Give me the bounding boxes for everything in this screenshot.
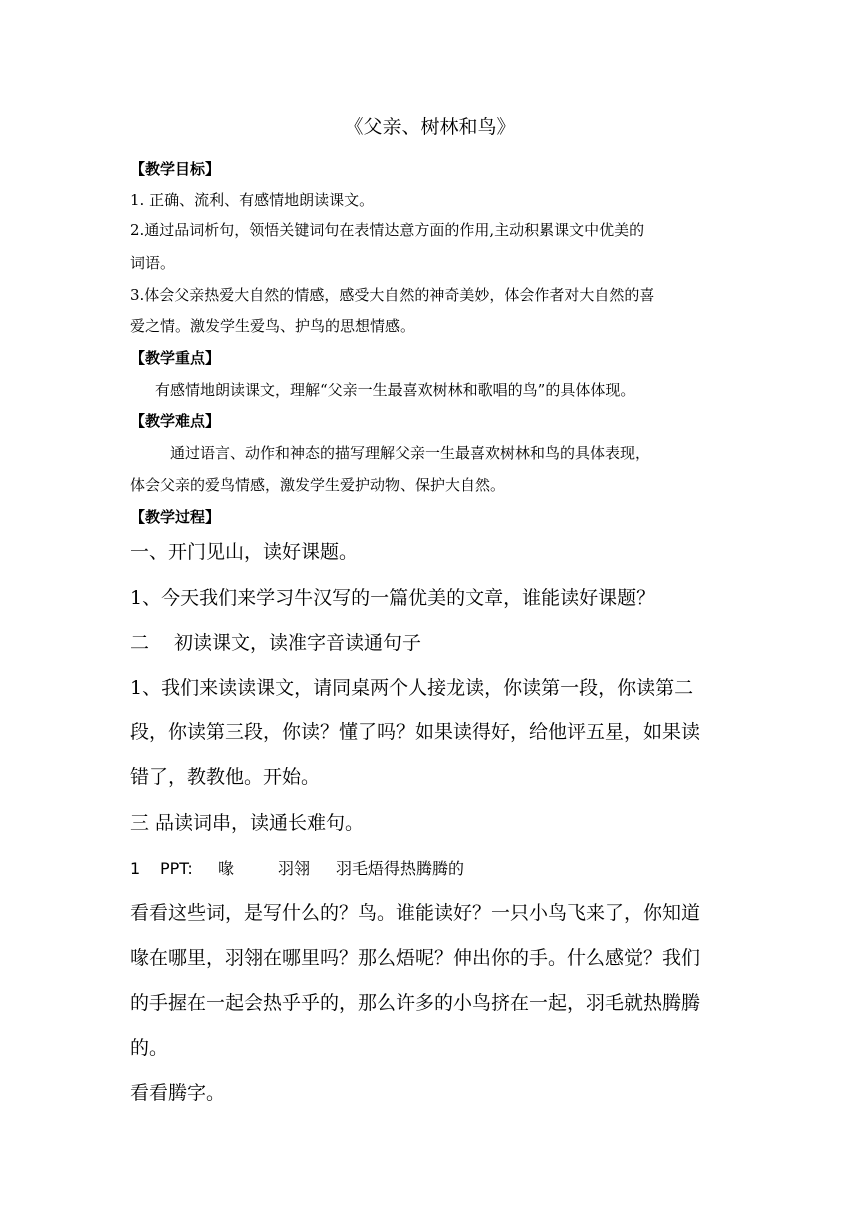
- step3-line: 看看这些词，是写什么的？鸟。谁能读好？一只小鸟飞来了，你知道: [130, 902, 701, 924]
- difficulty-line: 体会父亲的爱鸟情感，激发学生爱护动物、保护大自然。: [130, 476, 506, 494]
- goal-line: 1. 正确、流利、有感情地朗读课文。: [130, 191, 375, 209]
- step2-title: 二 初读课文，读准字音读通句子: [130, 632, 422, 654]
- ppt-label: PPT:: [160, 859, 193, 878]
- focus-heading: 【教学重点】: [130, 349, 221, 367]
- step3-line: 的。: [130, 1037, 169, 1059]
- focus-text: 有感情地朗读课文，理解“父亲一生最喜欢树林和歌唱的鸟”的具体体现。: [155, 381, 636, 399]
- ppt-word-list: [130, 861, 730, 877]
- document-title: 《父亲、树林和鸟》: [344, 116, 516, 138]
- ppt-word: 喙: [218, 859, 235, 878]
- last-line: 看看腾字。: [130, 1082, 226, 1104]
- ppt-word: 羽毛焐得热腾腾的: [336, 859, 465, 878]
- ppt-word: 羽翎: [278, 859, 311, 878]
- step2-line: 1、我们来读读课文，请同桌两个人接龙读，你读第一段，你读第二: [130, 677, 694, 699]
- goal-line: 3.体会父亲热爱大自然的情感，感受大自然的神奇美妙，体会作者对大自然的喜: [130, 286, 655, 304]
- step1-text: 1、今天我们来学习牛汉写的一篇优美的文章，谁能读好课题？: [130, 587, 656, 609]
- step3-line: 喙在哪里，羽翎在哪里吗？那么焐呢？伸出你的手。什么感觉？我们: [130, 947, 701, 969]
- ppt-number: 1: [130, 859, 141, 878]
- goal-line: 词语。: [130, 254, 176, 272]
- step1-title: 一、开门见山，读好课题。: [130, 541, 359, 563]
- goal-line: 2.通过品词析句，领悟关键词句在表情达意方面的作用,主动积累课文中优美的: [130, 221, 645, 239]
- goal-line: 爱之情。激发学生爱鸟、护鸟的思想情感。: [130, 317, 416, 335]
- step3-title: 三 品读词串，读通长难句。: [130, 812, 365, 834]
- difficulty-line: 通过语言、动作和神态的描写理解父亲一生最喜欢树林和鸟的具体表现，: [170, 444, 651, 462]
- step2-line: 错了，教教他。开始。: [130, 766, 321, 788]
- goals-heading: 【教学目标】: [130, 160, 221, 178]
- step3-line: 的手握在一起会热乎乎的，那么许多的小鸟挤在一起，羽毛就热腾腾: [130, 992, 701, 1014]
- step2-line: 段，你读第三段，你读？懂了吗？如果读得好，给他评五星，如果读: [130, 721, 701, 743]
- process-heading: 【教学过程】: [130, 508, 221, 526]
- difficulty-heading: 【教学难点】: [130, 412, 221, 430]
